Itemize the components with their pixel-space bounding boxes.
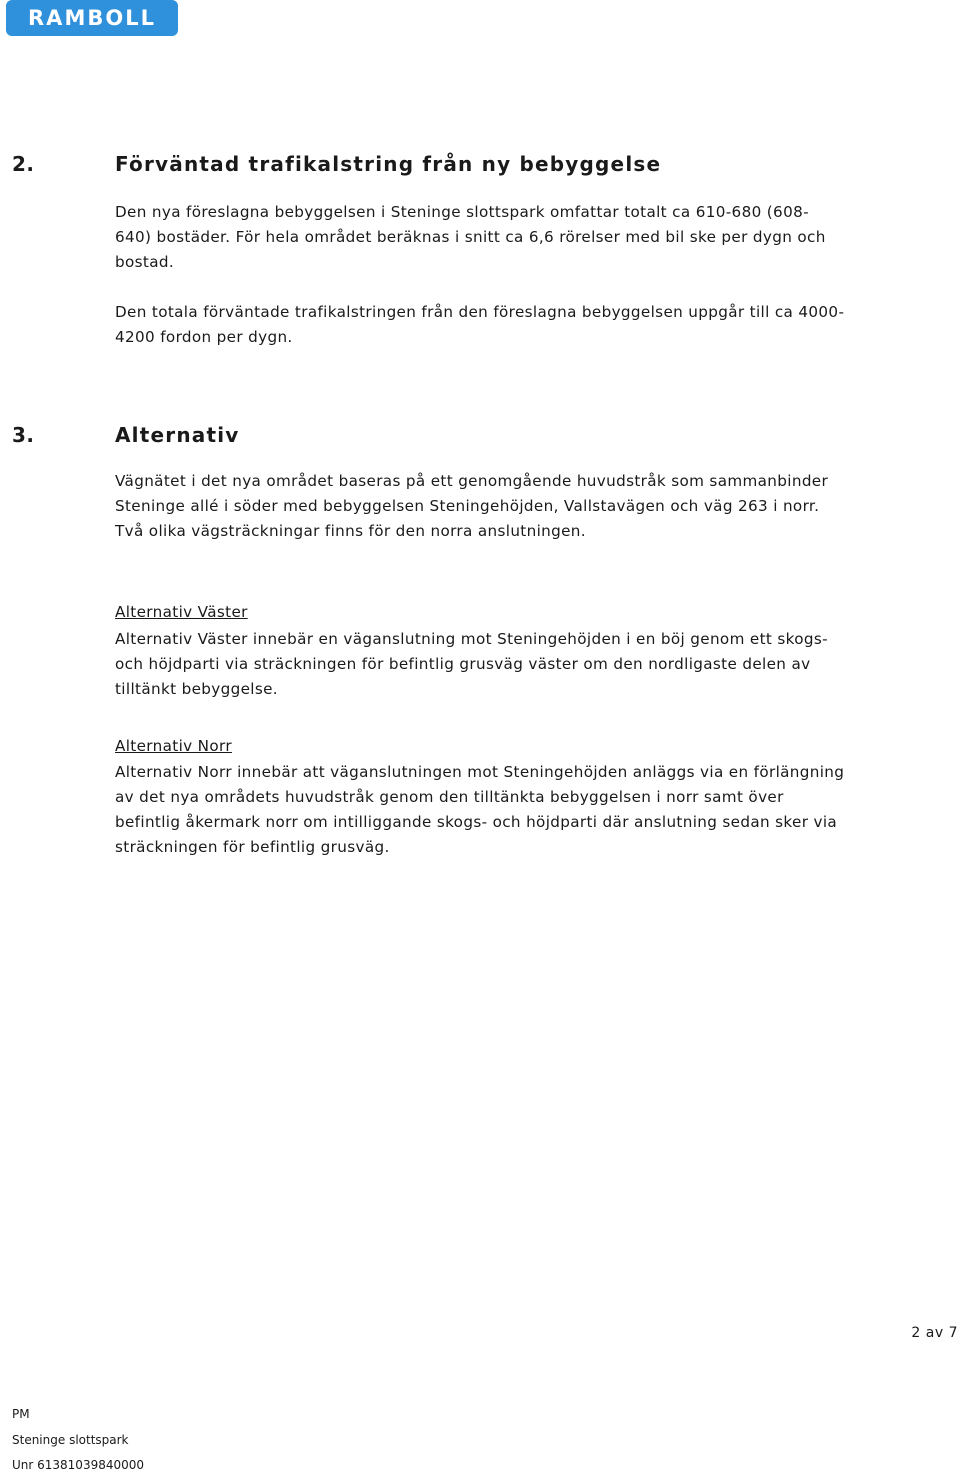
section-3-number: 3. [12,423,35,447]
section-2-title: Förväntad trafikalstring från ny bebyggelse [115,152,662,176]
alternativ-norr-heading: Alternativ Norr [115,737,232,755]
section-3-intro: Vägnätet i det nya området baseras på ett genomgående huvudstråk som sammanbinder Steninge allé i söder med bebyggelsen Steningehöjden, Vallstavägen och väg 263 i norr. Två olika vägsträckningar finns för den norra anslutningen. [115,472,829,540]
alternativ-norr-text: Alternativ Norr innebär att väganslutningen mot Steningehöjden anläggs via en förlängning av det nya områdets huvudstråk genom den tilltänkta bebyggelsen i norr samt över befintlig åkermark norr om intilliggande skogs- och höjdparti där anslutning sedan sker via sträckningen för befintlig grusväg. [115,763,845,856]
section-3-title: Alternativ [115,423,240,447]
alternativ-vaster-text: Alternativ Väster innebär en väganslutning mot Steningehöjden i en böj genom ett skogs- och höjdparti via sträckningen för befintlig grusväg väster om den nordligaste delen av tilltänkt bebyggelse. [115,630,828,698]
section-2-paragraph-2: Den totala förväntade trafikalstringen från den föreslagna bebyggelsen uppgår till ca 4000-4200 fordon per dygn. [115,303,845,346]
page-number: 2 av 7 [911,1325,958,1341]
footer-doc-type: PM [12,1407,30,1421]
section-2-paragraph-1: Den nya föreslagna bebyggelsen i Steninge slottspark omfattar totalt ca 610-680 (608-640) bostäder. För hela området beräknas i snitt ca 6,6 rörelser med bil ske per dygn och bostad. [115,203,826,271]
section-2-number: 2. [12,152,35,176]
ramboll-logo: RAMBOLL [6,0,178,36]
footer-project-name: Steninge slottspark [12,1433,129,1447]
footer-project-number: Unr 61381039840000 [12,1458,145,1472]
alternativ-vaster-heading: Alternativ Väster [115,603,248,621]
